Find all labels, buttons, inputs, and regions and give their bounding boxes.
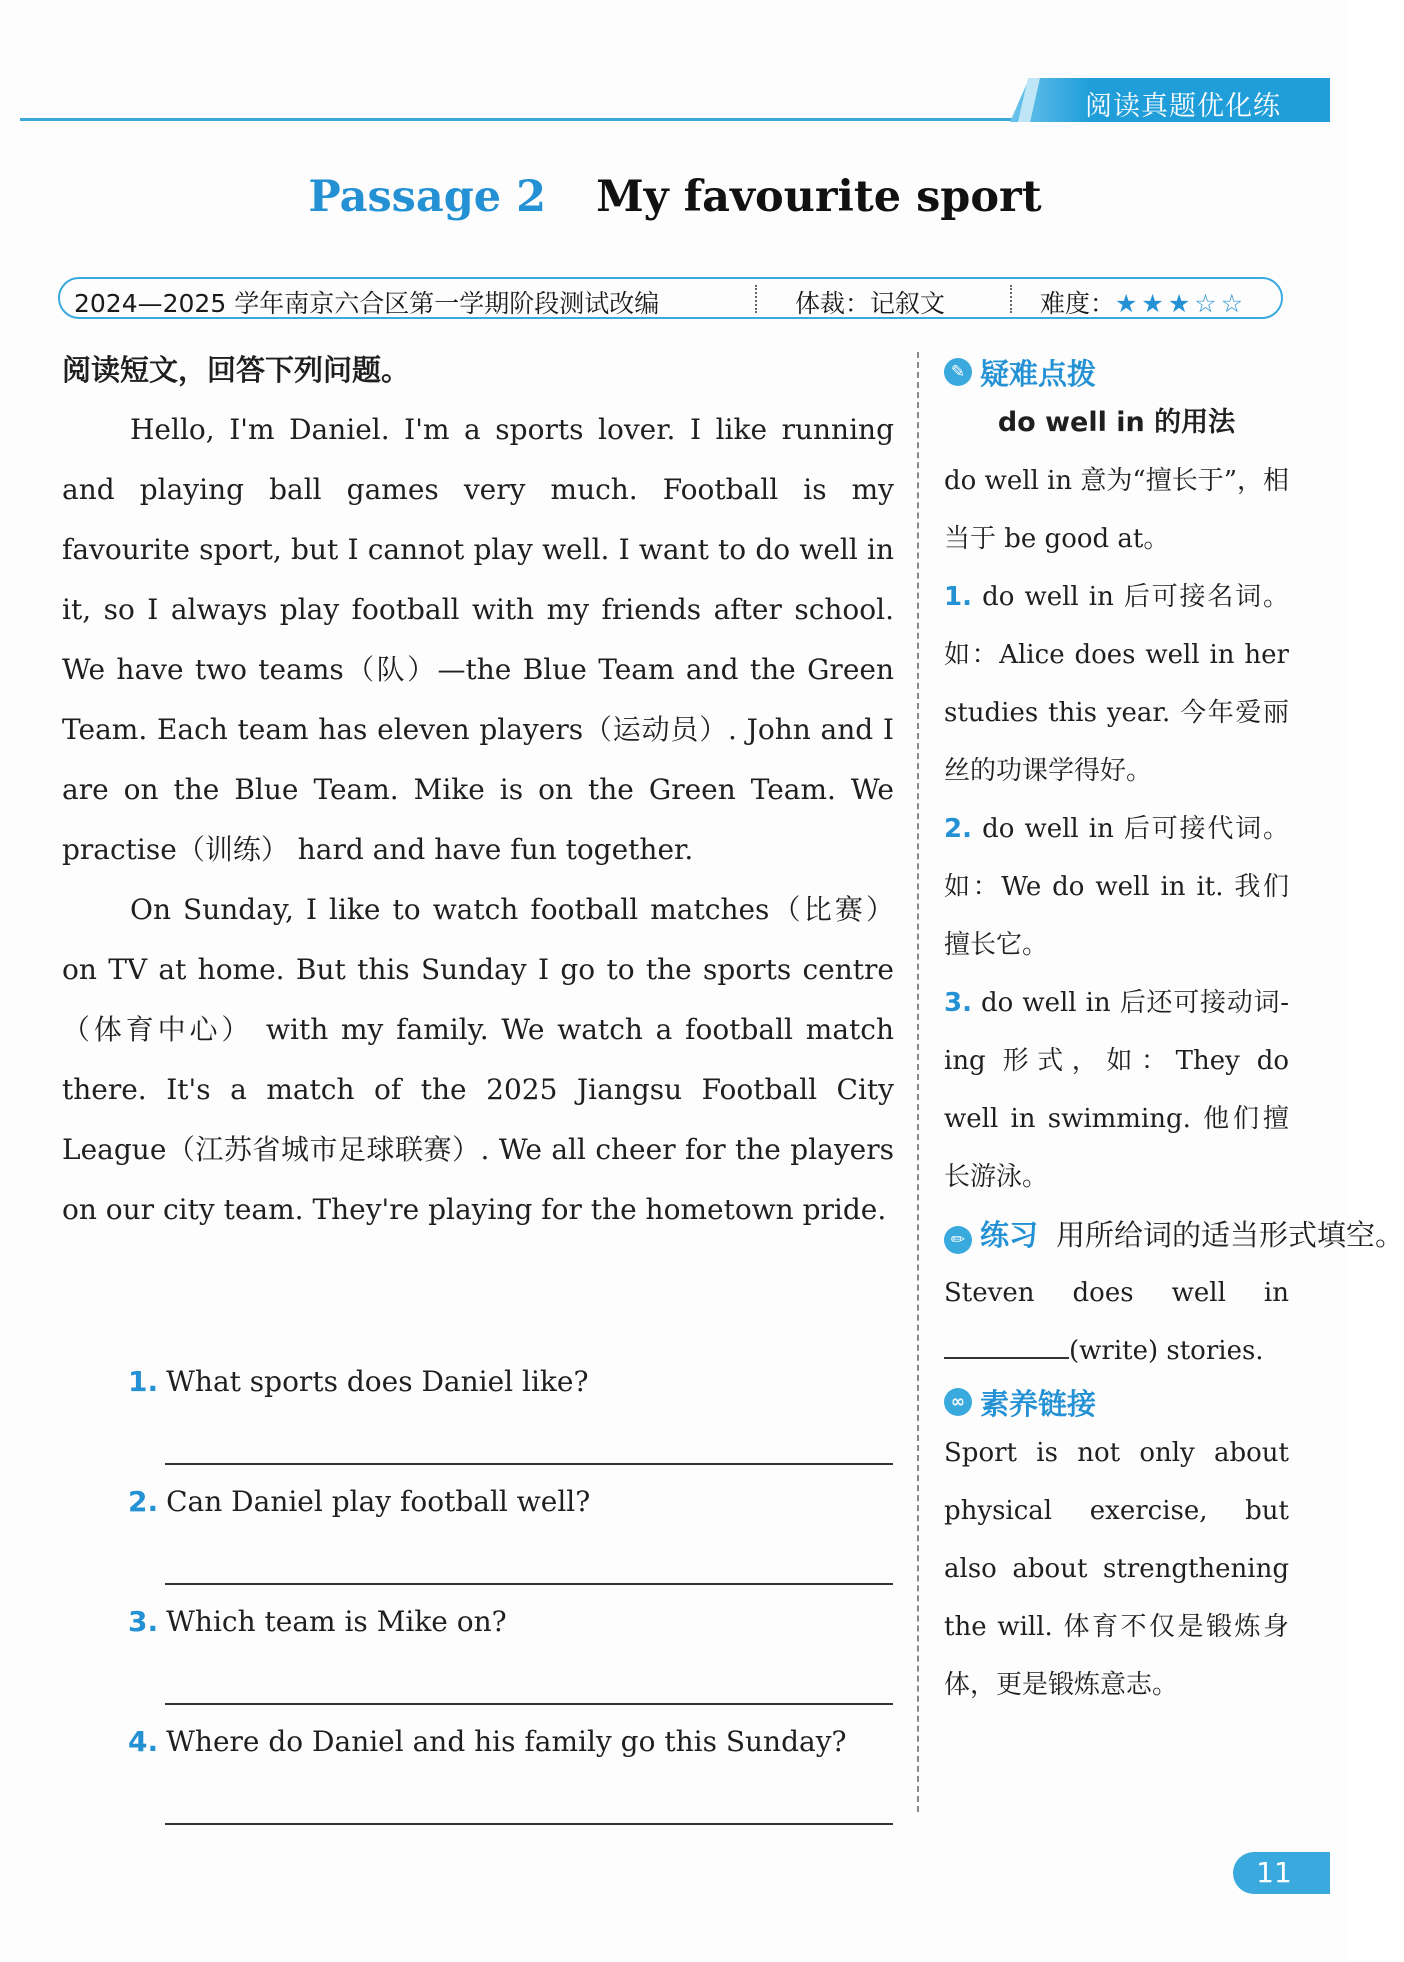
tips-point-2: 2. do well in 后可接代词。如：We do well in it. 我们擅长它。 bbox=[944, 814, 1290, 960]
difficulty-stars-icon: ★★★☆☆ bbox=[1115, 289, 1248, 318]
passage-paragraph-2: On Sunday, I like to watch football matches（比赛） on TV at home. But this Sunday I go to the sports centre（体育中心） with my family. We watch a football match there. It's a match of the 2025 Jiangsu Football City League（江苏省城市足球联赛）. We all cheer for the players on our city team. They're playing for the hometown pride. bbox=[62, 893, 894, 1226]
info-separator bbox=[755, 285, 757, 313]
link-text: Sport is not only about physical exercise, but also about strengthening the will. 体育不仅是锻炼身体，更是锻炼意志。 bbox=[944, 1438, 1289, 1700]
passage-paragraph-1: Hello, I'm Daniel. I'm a sports lover. I like running and playing ball games very much. Football is my favourite sport, but I cannot play well. I want to do well in it, so I always play football with my friends after school. We have two teams（队）—the Blue Team and the Green Team. Each team has eleven players（运动员）. John and I are on the Blue Team. Mike is on the Green Team. We practise（训练） hard and have fun together. bbox=[62, 413, 894, 866]
question-1 bbox=[128, 1365, 588, 1398]
link-icon: ∞ bbox=[944, 1388, 972, 1416]
info-separator bbox=[1010, 285, 1012, 313]
tips-point-1: 1. do well in 后可接名词。如：Alice does well in her studies this year. 今年爱丽丝的功课学得好。 bbox=[944, 582, 1290, 786]
tips-subheading: do well in 的用法 bbox=[997, 407, 1236, 438]
question-3 bbox=[128, 1605, 507, 1638]
question-text: Where do Daniel and his family go this Sunday? bbox=[166, 1725, 847, 1758]
question-number: 2. bbox=[128, 1485, 159, 1518]
passage-name: My favourite sport bbox=[596, 172, 1042, 222]
info-bar bbox=[58, 277, 1283, 319]
pen-icon: ✎ bbox=[944, 358, 972, 386]
section-label: 阅读真题优化练 bbox=[1085, 91, 1281, 122]
answer-line-3[interactable] bbox=[165, 1703, 893, 1705]
question-text: Which team is Mike on? bbox=[166, 1605, 507, 1638]
column-divider bbox=[917, 352, 919, 1812]
question-4 bbox=[128, 1725, 847, 1758]
genre-text: 体裁：记叙文 bbox=[795, 289, 946, 318]
reading-passage bbox=[62, 400, 894, 1240]
answer-line-4[interactable] bbox=[165, 1823, 893, 1825]
tips-point-3: 3. do well in 后还可接动词-ing 形式，如：They do well in swimming. 他们擅长游泳。 bbox=[944, 988, 1290, 1192]
question-text: Can Daniel play football well? bbox=[166, 1485, 591, 1518]
sidebar bbox=[944, 350, 1404, 1714]
question-2 bbox=[128, 1485, 590, 1518]
question-text: What sports does Daniel like? bbox=[166, 1365, 589, 1398]
tips-heading: ✎ 疑难点拨 bbox=[944, 350, 1289, 394]
answer-line-1[interactable] bbox=[165, 1463, 893, 1465]
answer-line-2[interactable] bbox=[165, 1583, 893, 1585]
instruction: 阅读短文，回答下列问题。 bbox=[62, 353, 411, 387]
tips-intro: do well in 意为“擅长于”，相当于 be good at。 bbox=[944, 466, 1290, 554]
passage-number: Passage 2 bbox=[308, 172, 547, 222]
exercise-blank[interactable] bbox=[944, 1335, 1069, 1359]
pencil-icon: ✏ bbox=[944, 1226, 972, 1254]
exercise-sentence: Steven does well in (write) stories. bbox=[944, 1278, 1289, 1366]
passage-title bbox=[0, 172, 1350, 222]
exercise-heading: ✏ 练习 用所给词的适当形式填空。 bbox=[944, 1206, 1289, 1264]
question-number: 1. bbox=[128, 1365, 159, 1398]
difficulty-label: 难度： bbox=[1040, 289, 1116, 318]
question-number: 4. bbox=[128, 1725, 159, 1758]
source-text: 2024—2025 学年南京六合区第一学期阶段测试改编 bbox=[74, 289, 660, 318]
page-number: 11 bbox=[1256, 1856, 1292, 1889]
question-number: 3. bbox=[128, 1605, 159, 1638]
difficulty bbox=[1040, 284, 1247, 320]
link-heading: ∞ 素养链接 bbox=[944, 1380, 1289, 1424]
